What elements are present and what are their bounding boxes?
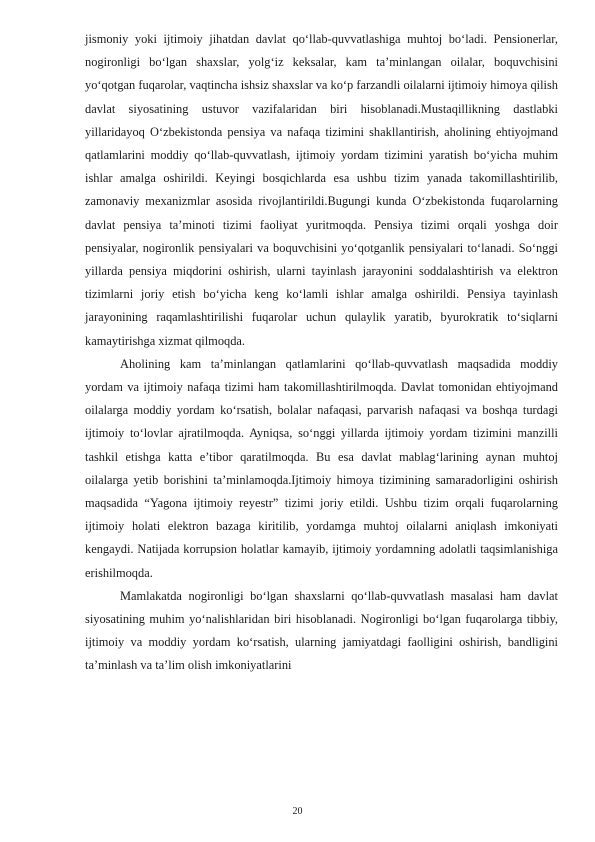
paragraph-2: Aholining kam ta’minlangan qatlamlarini qo‘llab-quvvatlash maqsadida moddiy yordam va ijtimoiy nafaqa tizimi ham takomillashtirilmoqda. Davlat tomonidan ehtiyojmand oilalarga moddiy yordam ko‘rsatish, bolalar nafaqasi, parvarish nafaqasi va boshqa turdagi ijtimoiy to‘lovlar ajratilmoqda. Ayniqsa, so‘nggi yillarda ijtimoiy yordam tizimini manzilli tashkil etishga katta e’tibor qaratilmoqda. Bu esa davlat mablag‘larining aynan muhtoj oilalarga yetib borishini ta’minlamoqda.Ijtimoiy himoya tizimining samaradorligini oshirish maqsadida “Yagona ijtimoiy reyestr” tizimi joriy etildi. Ushbu tizim orqali fuqarolarning ijtimoiy holati elektron bazaga kiritilib, yordamga muhtoj oilalarni aniqlash imkoniyati kengaydi. Natijada korrupsion holatlar kamayib, ijtimoiy yordamning adolatli taqsimlanishiga erishilmoqda. — [85, 356, 558, 580]
document-page — [85, 28, 558, 678]
paragraph-1: jismoniy yoki ijtimoiy jihatdan davlat qo‘llab-quvvatlashiga muhtoj bo‘ladi. Pensionerlar, nogironligi bo‘lgan shaxslar, yolg‘iz keksalar, kam ta’minlangan oilalar, boquvchisini yo‘qotgan fuqarolar, vaqtincha ishsiz shaxslar va ko‘p farzandli oilalarni ijtimoiy himoya qilish davlat siyosatining ustuvor vazifalaridan biri hisoblanadi.Mustaqillikning dastlabki yillaridayoq O‘zbekistonda pensiya va nafaqa tizimini shakllantirish, aholining ehtiyojmand qatlamlarini moddiy qo‘llab-quvvatlash, ijtimoiy yordam tizimini yaratish bo‘yicha muhim ishlar amalga oshirildi. Keyingi bosqichlarda esa ushbu tizim yanada takomillashtirilib, zamonaviy mexanizmlar asosida rivojlantirildi.Bugungi kunda O‘zbekistonda fuqarolarning davlat pensiya ta’minoti tizimi faoliyat yuritmoqda. Pensiya tizimi orqali yoshga doir pensiyalar, nogironlik pensiyalari va boquvchisini yo‘qotganlik pensiyalari to‘lanadi. So‘nggi yillarda pensiya miqdorini oshirish, ularni tayinlash jarayonini soddalashtirish va elektron tizimlarni joriy etish bo‘yicha keng ko‘lamli ishlar amalga oshirildi. Pensiya tayinlash jarayonining raqamlashtirilishi fuqarolar uchun qulaylik yaratib, byurokratik to‘siqlarni kamaytirishga xizmat qilmoqda. — [85, 32, 558, 348]
page-number: 20 — [292, 806, 303, 817]
paragraph-3: Mamlakatda nogironligi bo‘lgan shaxslarni qo‘llab-quvvatlash masalasi ham davlat siyosatining muhim yo‘nalishlaridan biri hisoblanadi. Nogironligi bo‘lgan fuqarolarga tibbiy, ijtimoiy va moddiy yordam ko‘rsatish, ularning jamiyatdagi faolligini oshirish, bandligini ta’minlash va ta’lim olish imkoniyatlarini — [85, 588, 558, 673]
